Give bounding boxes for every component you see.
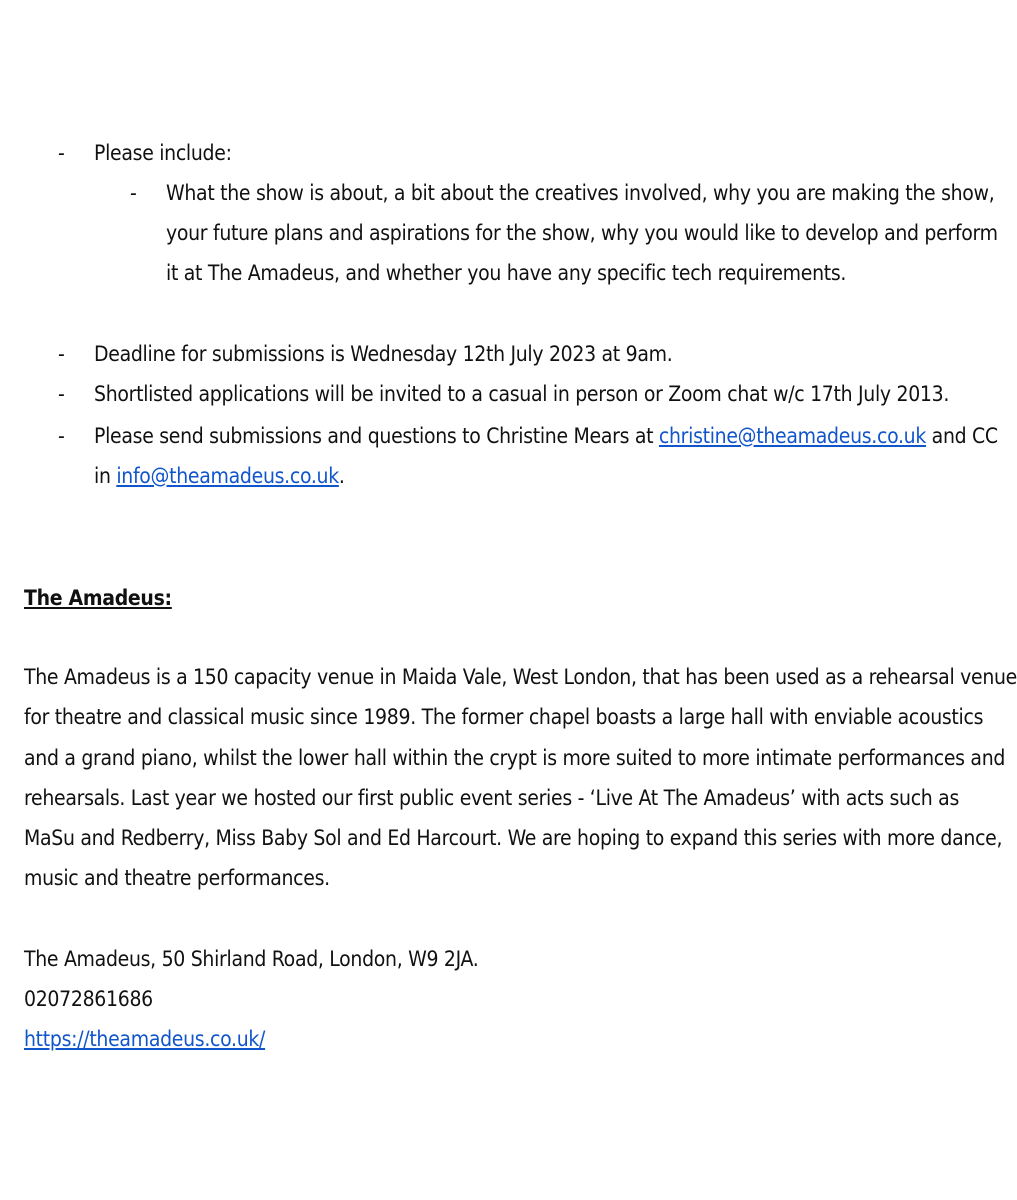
contact-phone: 02072861686: [24, 987, 153, 1011]
send-in-prefix: in: [94, 464, 117, 488]
bullet-shortlist: [0, 374, 968, 414]
paragraph-line: The Amadeus is a 150 capacity venue in Maida Vale, West London, that has been used as a rehearsal venue: [24, 665, 1017, 689]
sub-bullet-dash: -: [130, 181, 137, 205]
website-link[interactable]: https://theamadeus.co.uk/: [24, 1027, 266, 1051]
paragraph-line: for theatre and classical music since 1989. The former chapel boasts a large hall with enviable acoustics: [24, 705, 984, 730]
bullet-text: Shortlisted applications will be invited to a casual in person or Zoom chat w/c 17th July 2013.: [94, 382, 950, 406]
about-paragraph: [24, 657, 1017, 899]
send-text-between: and CC: [925, 424, 998, 448]
contact-address: The Amadeus, 50 Shirland Road, London, W9 2JA.: [24, 947, 479, 971]
bullet-text: Please include:: [94, 141, 232, 165]
send-text-before: Please send submissions and questions to Christine Mears at: [94, 424, 659, 448]
section-heading-amadeus: The Amadeus:: [24, 586, 172, 610]
bullet-dash: -: [58, 382, 65, 406]
bullet-text: Deadline for submissions is Wednesday 12th July 2023 at 9am.: [94, 342, 673, 366]
bullet-please-include: [0, 133, 968, 173]
paragraph-line: rehearsals. Last year we hosted our first public event series - ‘Live At The Amadeus’ with acts such as: [24, 785, 959, 810]
bullet-deadline: [0, 334, 968, 374]
sub-bullet-details: [0, 173, 998, 293]
sub-bullet-line: it at The Amadeus, and whether you have any specific tech requirements.: [166, 261, 847, 285]
contact-block: [24, 939, 479, 1059]
bullet-dash: -: [58, 342, 65, 366]
send-line-1: [94, 416, 998, 456]
contact-website-line: [24, 1019, 479, 1059]
send-text-after: .: [338, 464, 345, 488]
sub-bullet-line: your future plans and aspirations for the show, why you would like to develop and perform: [166, 221, 998, 245]
send-line-2: [94, 456, 345, 496]
sub-bullet-line: What the show is about, a bit about the creatives involved, why you are making the show,: [166, 181, 995, 205]
email-link-christine[interactable]: christine@theamadeus.co.uk: [658, 424, 926, 448]
bullet-send-submissions: [0, 416, 998, 496]
paragraph-line: music and theatre performances.: [24, 866, 330, 891]
bullet-dash: -: [58, 141, 65, 165]
bullet-dash: -: [58, 424, 65, 448]
paragraph-line: MaSu and Redberry, Miss Baby Sol and Ed Harcourt. We are hoping to expand this series with more dance,: [24, 826, 1003, 851]
paragraph-line: and a grand piano, whilst the lower hall within the crypt is more suited to more intimate performances and: [24, 745, 1006, 770]
email-link-info[interactable]: info@theamadeus.co.uk: [116, 464, 339, 488]
